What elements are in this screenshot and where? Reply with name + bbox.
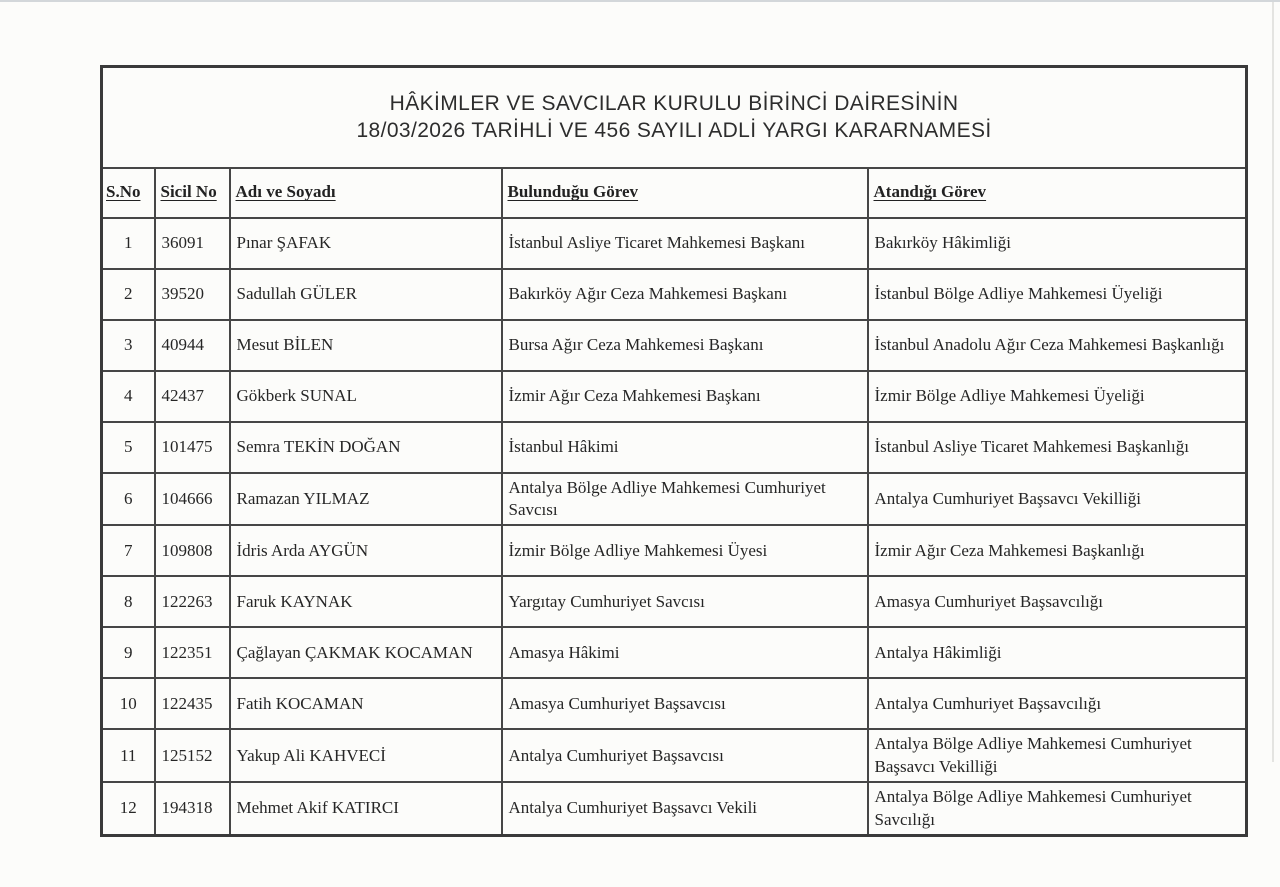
table-row: [102, 525, 1247, 576]
cell-current_post: Antalya Cumhuriyet Başsavcısı: [502, 729, 868, 782]
cell-current_post: Yargıtay Cumhuriyet Savcısı: [502, 576, 868, 627]
cell-sicil_no: 40944: [155, 320, 230, 371]
cell-assigned_post: Antalya Bölge Adliye Mahkemesi Cumhuriyet Başsavcı Vekilliği: [868, 729, 1247, 782]
cell-s_no: 4: [102, 371, 155, 422]
cell-assigned_post: Antalya Hâkimliği: [868, 627, 1247, 678]
cell-assigned_post: Amasya Cumhuriyet Başsavcılığı: [868, 576, 1247, 627]
table-row: [102, 320, 1247, 371]
column-header: Atandığı Görev: [868, 168, 1247, 218]
cell-sicil_no: 122263: [155, 576, 230, 627]
cell-current_post: Bakırköy Ağır Ceza Mahkemesi Başkanı: [502, 269, 868, 320]
table-row: [102, 782, 1247, 835]
cell-sicil_no: 39520: [155, 269, 230, 320]
cell-assigned_post: Antalya Bölge Adliye Mahkemesi Cumhuriyet Savcılığı: [868, 782, 1247, 835]
cell-name: Sadullah GÜLER: [230, 269, 502, 320]
cell-name: Faruk KAYNAK: [230, 576, 502, 627]
cell-sicil_no: 122435: [155, 678, 230, 729]
cell-assigned_post: Bakırköy Hâkimliği: [868, 218, 1247, 269]
table-row: [102, 269, 1247, 320]
cell-assigned_post: İzmir Ağır Ceza Mahkemesi Başkanlığı: [868, 525, 1247, 576]
cell-s_no: 6: [102, 473, 155, 526]
cell-assigned_post: İstanbul Asliye Ticaret Mahkemesi Başkanlığı: [868, 422, 1247, 473]
cell-assigned_post: Antalya Cumhuriyet Başsavcı Vekilliği: [868, 473, 1247, 526]
cell-current_post: İzmir Bölge Adliye Mahkemesi Üyesi: [502, 525, 868, 576]
decree-table: [100, 65, 1248, 837]
cell-name: Mesut BİLEN: [230, 320, 502, 371]
cell-sicil_no: 42437: [155, 371, 230, 422]
cell-name: Fatih KOCAMAN: [230, 678, 502, 729]
decree-title-cell: [102, 67, 1247, 168]
cell-current_post: Amasya Cumhuriyet Başsavcısı: [502, 678, 868, 729]
cell-s_no: 11: [102, 729, 155, 782]
cell-s_no: 1: [102, 218, 155, 269]
cell-current_post: İstanbul Asliye Ticaret Mahkemesi Başkanı: [502, 218, 868, 269]
table-header-row: [102, 168, 1247, 218]
table-row: [102, 422, 1247, 473]
cell-current_post: Amasya Hâkimi: [502, 627, 868, 678]
table-row: [102, 371, 1247, 422]
cell-sicil_no: 104666: [155, 473, 230, 526]
cell-name: Yakup Ali KAHVECİ: [230, 729, 502, 782]
cell-s_no: 2: [102, 269, 155, 320]
cell-assigned_post: İstanbul Bölge Adliye Mahkemesi Üyeliği: [868, 269, 1247, 320]
cell-s_no: 5: [102, 422, 155, 473]
cell-current_post: İstanbul Hâkimi: [502, 422, 868, 473]
cell-sicil_no: 122351: [155, 627, 230, 678]
cell-sicil_no: 101475: [155, 422, 230, 473]
cell-assigned_post: İstanbul Anadolu Ağır Ceza Mahkemesi Başkanlığı: [868, 320, 1247, 371]
cell-assigned_post: İzmir Bölge Adliye Mahkemesi Üyeliği: [868, 371, 1247, 422]
table-row: [102, 627, 1247, 678]
decree-title-row: [102, 67, 1247, 168]
cell-name: Mehmet Akif KATIRCI: [230, 782, 502, 835]
table-row: [102, 473, 1247, 526]
table-row: [102, 576, 1247, 627]
table-row: [102, 218, 1247, 269]
table-row: [102, 678, 1247, 729]
decree-title-line1: HÂKİMLER VE SAVCILAR KURULU BİRİNCİ DAİRESİNİN: [389, 91, 959, 115]
scan-top-edge: [0, 0, 1280, 2]
cell-sicil_no: 125152: [155, 729, 230, 782]
cell-name: Pınar ŞAFAK: [230, 218, 502, 269]
column-header: Adı ve Soyadı: [230, 168, 502, 218]
column-header: S.No: [102, 168, 155, 218]
cell-s_no: 3: [102, 320, 155, 371]
scan-right-edge: [1272, 2, 1274, 762]
cell-current_post: İzmir Ağır Ceza Mahkemesi Başkanı: [502, 371, 868, 422]
table-row: [102, 729, 1247, 782]
cell-s_no: 8: [102, 576, 155, 627]
cell-s_no: 12: [102, 782, 155, 835]
cell-current_post: Antalya Cumhuriyet Başsavcı Vekili: [502, 782, 868, 835]
cell-sicil_no: 109808: [155, 525, 230, 576]
cell-s_no: 10: [102, 678, 155, 729]
cell-name: Ramazan YILMAZ: [230, 473, 502, 526]
cell-name: Çağlayan ÇAKMAK KOCAMAN: [230, 627, 502, 678]
cell-assigned_post: Antalya Cumhuriyet Başsavcılığı: [868, 678, 1247, 729]
table-body: [102, 218, 1247, 836]
cell-sicil_no: 36091: [155, 218, 230, 269]
cell-current_post: Antalya Bölge Adliye Mahkemesi Cumhuriyet Savcısı: [502, 473, 868, 526]
cell-sicil_no: 194318: [155, 782, 230, 835]
decree-title-line2: 18/03/2026 TARİHLİ VE 456 SAYILI ADLİ YARGI KARARNAMESİ: [356, 119, 992, 143]
cell-name: İdris Arda AYGÜN: [230, 525, 502, 576]
cell-s_no: 7: [102, 525, 155, 576]
cell-name: Gökberk SUNAL: [230, 371, 502, 422]
column-header: Sicil No: [155, 168, 230, 218]
cell-name: Semra TEKİN DOĞAN: [230, 422, 502, 473]
cell-s_no: 9: [102, 627, 155, 678]
cell-current_post: Bursa Ağır Ceza Mahkemesi Başkanı: [502, 320, 868, 371]
column-header: Bulunduğu Görev: [502, 168, 868, 218]
